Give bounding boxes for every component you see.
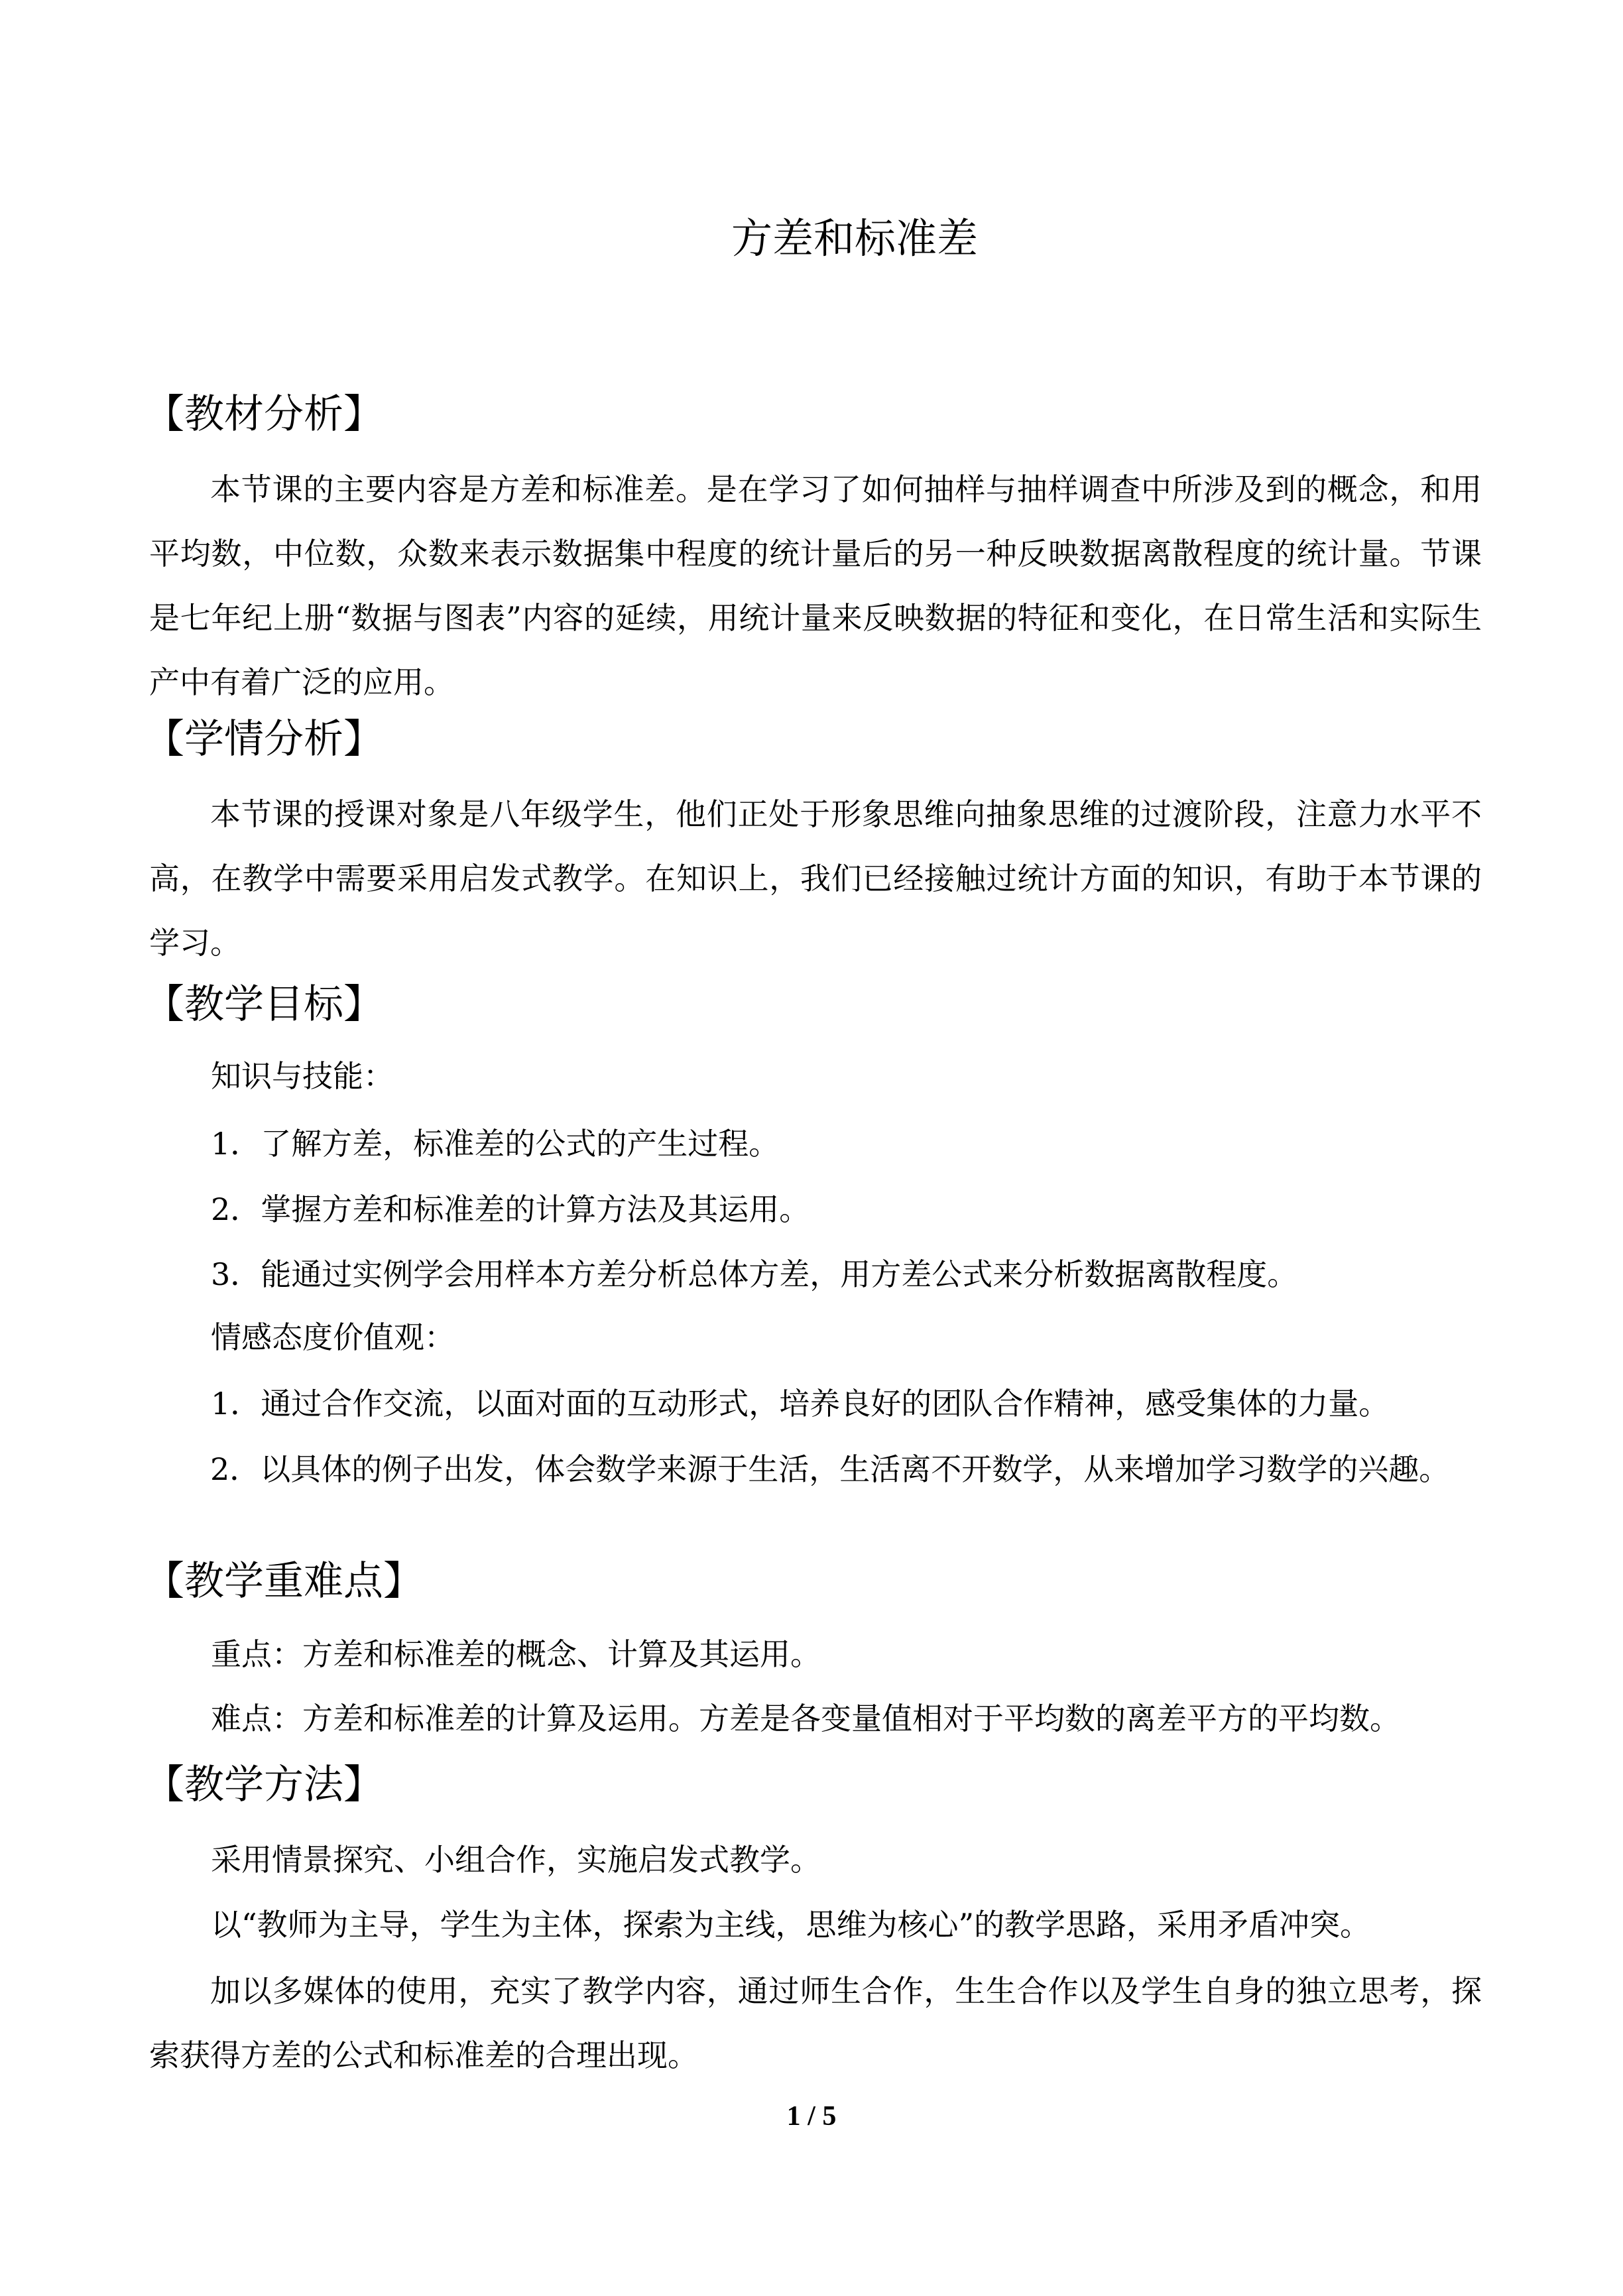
methods-line-1: 采用情景探究、小组合作，实施启发式教学。 — [211, 1842, 821, 1878]
goals-line-attitude-1: 1．通过合作交流，以面对面的互动形式，培养良好的团队合作精神，感受集体的力量。 — [211, 1386, 1390, 1421]
paragraph-textbook-analysis: 本节课的主要内容是方差和标准差。是在学习了如何抽样与抽样调查中所涉及到的概念，和用平均数，中位数，众数来表示数据集中程度的统计量后的另一种反映数据离散程度的统计量。节课是七年纪上册“数据与图表”内容的延续，用统计量来反映数据的特征和变化，在日常生活和实际生产中有着广泛的应用。 — [149, 471, 1482, 700]
methods-paragraph-3: 加以多媒体的使用，充实了教学内容，通过师生合作，生生合作以及学生自身的独立思考，探索获得方差的公式和标准差的合理出现。 — [149, 1973, 1482, 2073]
goals-line-3: 3．能通过实例学会用样本方差分析总体方差，用方差公式来分析数据离散程度。 — [211, 1256, 1298, 1292]
goals-paragraph-attitude-2: 2．以具体的例子出发，体会数学来源于生活，生活离不开数学，从来增加学习数学的兴趣。 — [210, 1451, 1450, 1487]
difficult-point-line: 难点：方差和标准差的计算及运用。方差是各变量值相对于平均数的离差平方的平均数。 — [211, 1701, 1400, 1736]
goals-line-attitude-values: 情感态度价值观： — [211, 1319, 455, 1355]
document-title: 方差和标准差 — [731, 214, 978, 263]
section-heading-key-difficult-points: 【教学重难点】 — [145, 1558, 423, 1604]
paragraph-learner-analysis: 本节课的授课对象是八年级学生，他们正处于形象思维向抽象思维的过渡阶段，注意力水平不高，在教学中需要采用启发式教学。在知识上，我们已经接触过统计方面的知识，有助于本节课的学习。 — [149, 796, 1482, 961]
section-heading-learner-analysis: 【学情分析】 — [145, 716, 383, 762]
section-heading-textbook-analysis: 【教材分析】 — [145, 391, 383, 438]
goals-line-knowledge-skills: 知识与技能： — [211, 1058, 394, 1094]
goals-line-1: 1．了解方差，标准差的公式的产生过程。 — [211, 1126, 780, 1162]
section-heading-teaching-goals: 【教学目标】 — [145, 981, 383, 1028]
goals-line-2: 2．掌握方差和标准差的计算方法及其运用。 — [211, 1191, 810, 1227]
page-number: 1 / 5 — [786, 2101, 837, 2132]
key-point-line: 重点：方差和标准差的概念、计算及其运用。 — [211, 1636, 821, 1672]
methods-line-2: 以“教师为主导，学生为主体，探索为主线，思维为核心”的教学思路，采用矛盾冲突。 — [211, 1907, 1371, 1943]
section-heading-teaching-methods: 【教学方法】 — [145, 1762, 383, 1808]
